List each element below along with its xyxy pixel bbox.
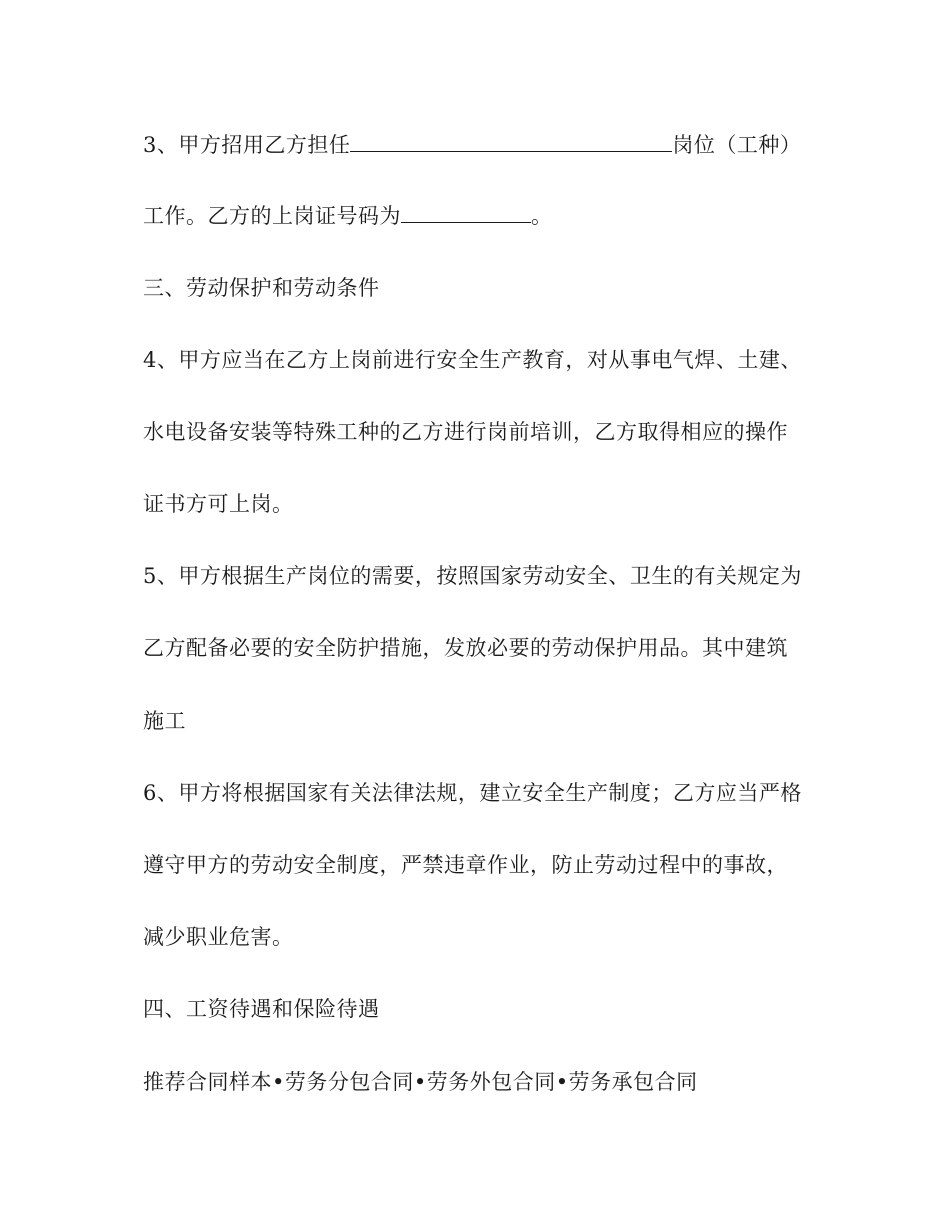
clause-3-text-d: 。 [531, 204, 553, 228]
clause-6-line-3: 减少职业危害。 [143, 925, 294, 949]
clause-6-line-2: 遵守甲方的劳动安全制度，严禁违章作业，防止劳动过程中的事故， [143, 853, 788, 877]
clause-3-text-c: 工作。乙方的上岗证号码为 [143, 204, 401, 228]
clause-3-text-b: 岗位（工种） [672, 133, 802, 157]
link-labor-outsourcing-contract[interactable]: 劳务外包合同 [426, 1070, 556, 1094]
separator-dot: • [272, 1070, 285, 1094]
section-4-heading: 四、工资待遇和保险待遇 [143, 997, 380, 1021]
clause-4-line-1: 4、甲方应当在乙方上岗前进行安全生产教育，对从事电气焊、土建、 [143, 348, 802, 372]
separator-dot: • [413, 1070, 427, 1094]
link-labor-contracting-contract[interactable]: 劳务承包合同 [568, 1070, 698, 1094]
separator-dot: • [555, 1070, 569, 1094]
clause-6-line-1: 6、甲方将根据国家有关法律法规，建立安全生产制度；乙方应当严格 [143, 781, 802, 805]
clause-5-line-2: 乙方配备必要的安全防护措施，发放必要的劳动保护用品。其中建筑 [143, 636, 788, 660]
clause-3-line-2 [143, 200, 553, 231]
clause-4-line-3: 证书方可上岗。 [143, 492, 294, 516]
recommended-label: 推荐合同样本 [143, 1070, 272, 1094]
clause-4-line-2: 水电设备安装等特殊工种的乙方进行岗前培训，乙方取得相应的操作 [143, 420, 788, 444]
recommended-contracts [143, 1067, 698, 1097]
clause-5-line-3: 施工 [143, 709, 186, 733]
clause-3-text-a: 3、甲方招用乙方担任 [143, 133, 351, 157]
link-labor-subcontract[interactable]: 劳务分包合同 [284, 1070, 414, 1094]
certificate-number-blank-field[interactable] [401, 200, 531, 223]
section-3-heading: 三、劳动保护和劳动条件 [143, 276, 380, 300]
position-blank-field[interactable] [350, 129, 672, 152]
clause-5-line-1: 5、甲方根据生产岗位的需要，按照国家劳动安全、卫生的有关规定为 [143, 564, 802, 588]
clause-3-line-1 [143, 129, 801, 160]
